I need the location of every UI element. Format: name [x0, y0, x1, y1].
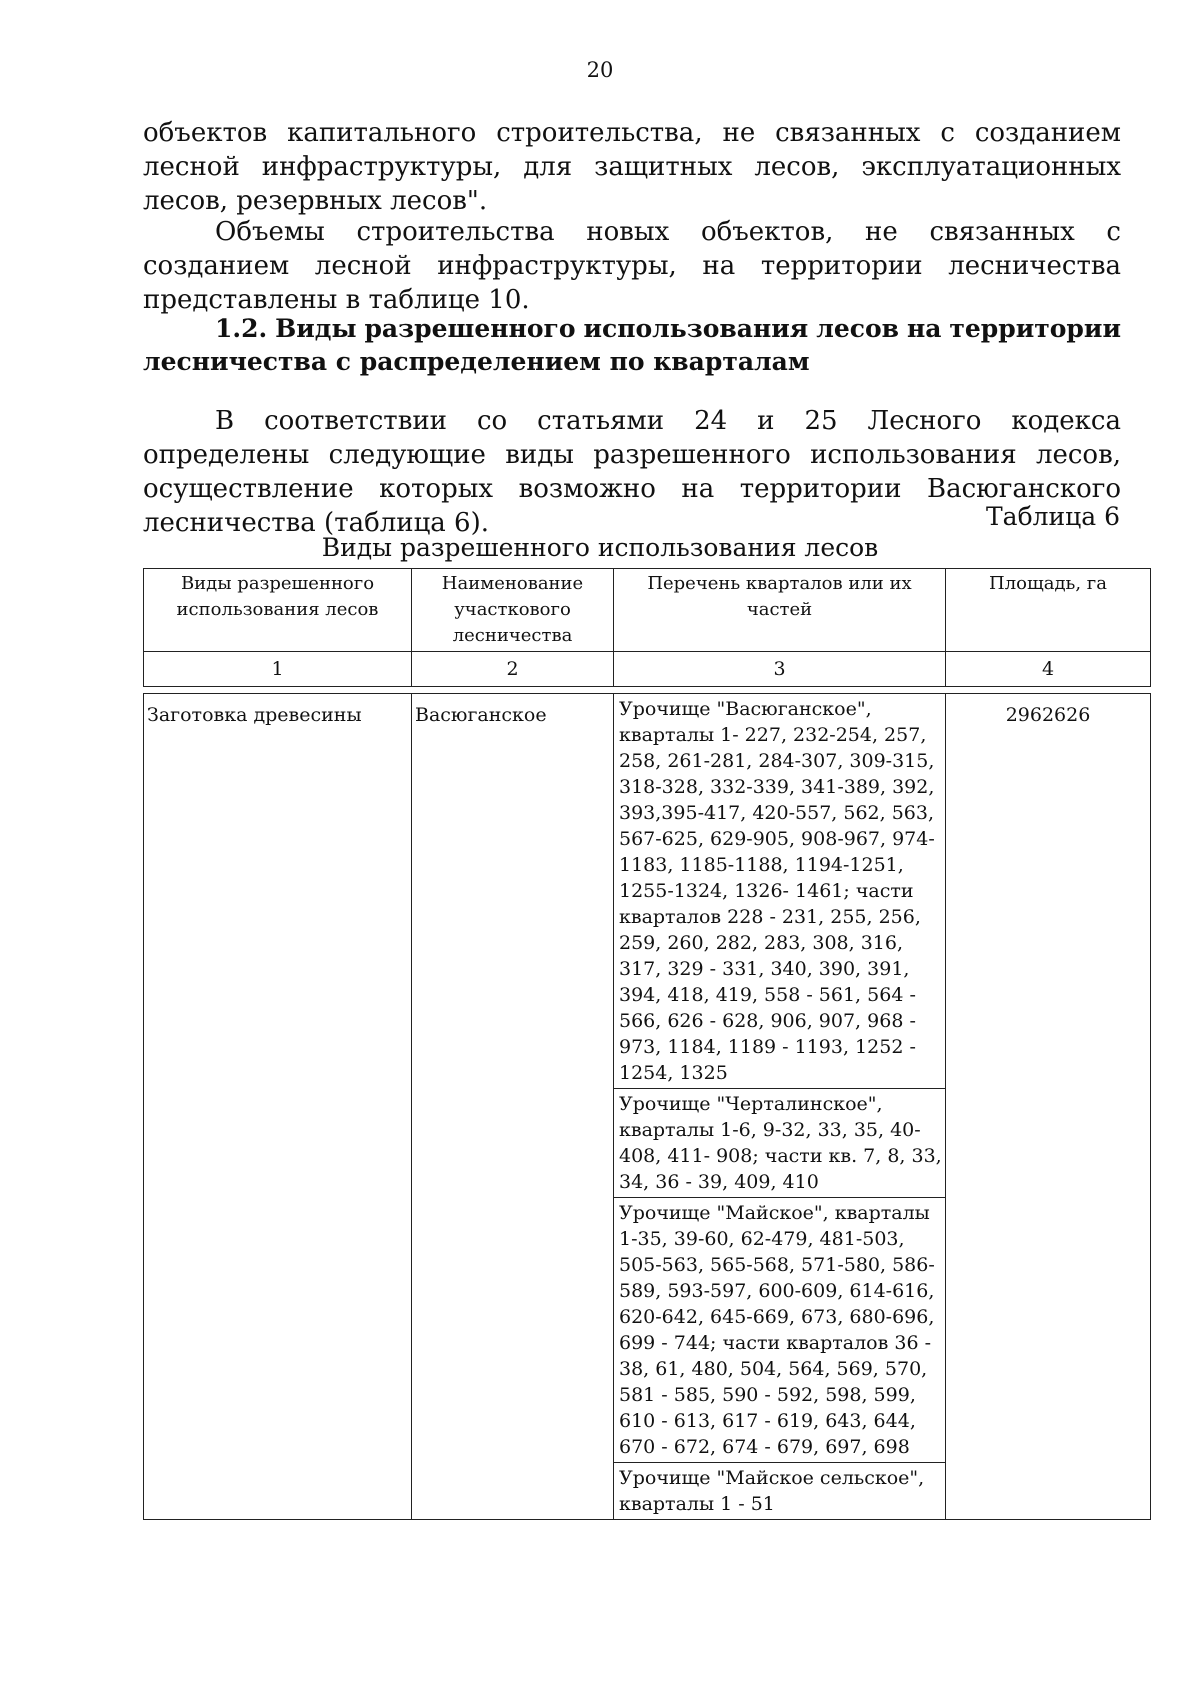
header-quarters: Перечень кварталов или их частей	[614, 569, 946, 652]
heading-word: Виды	[275, 314, 357, 343]
cell-forestry: Васюганское	[412, 694, 614, 1520]
column-number: 4	[946, 652, 1151, 687]
header-area: Площадь, га	[946, 569, 1151, 652]
column-number: 1	[144, 652, 412, 687]
heading-word: лесов	[816, 314, 900, 343]
section-number: 1.2.	[215, 314, 268, 343]
table-column-numbers-row	[144, 652, 1151, 687]
cell-quarters: Урочище "Черталинское", кварталы 1-6, 9-32, 33, 35, 40-408, 411- 908; части кв. 7, 8, 33, 34, 36 - 39, 409, 410	[614, 1089, 946, 1198]
cell-quarters: Урочище "Майское сельское", кварталы 1 - 51	[614, 1463, 946, 1520]
cell-quarters: Урочище "Васюганское", кварталы 1- 227, 232-254, 257, 258, 261-281, 284-307, 309-315, 318-328, 332-339, 341-389, 392, 393,395-417, 420-557, 562, 563, 567-625, 629-905, 908-967, 974-1183, 1185-1188, 1194-1251, 1255-1324, 1326- 1461; части кварталов 228 - 231, 255, 256, 259, 260, 282, 283, 308, 316, 317, 329 - 331, 340, 390, 391, 394, 418, 419, 558 - 561, 564 - 566, 626 - 628, 906, 907, 968 - 973, 1184, 1189 - 1193, 1252 - 1254, 1325	[614, 694, 946, 1089]
paragraph-continuation: объектов капитального строительства, не связанных с созданием лесной инфраструктуры, для защитных лесов, эксплуатационных лесов, резервных лесов".	[143, 118, 1121, 216]
page-number: 20	[586, 58, 614, 82]
cell-area: 2962626	[946, 694, 1151, 1520]
table-header-row	[144, 569, 1151, 652]
table-row	[144, 694, 1151, 1089]
paragraph-intro: В соответствии со статьями 24 и 25 Лесного кодекса определены следующие виды разрешенного использования лесов, осуществление которых возможно на территории Васюганского лесничества (таблица 6).	[143, 406, 1121, 538]
table-label: Таблица 6	[985, 502, 1120, 531]
heading-word: территории	[949, 314, 1121, 343]
table-spacer	[144, 687, 1151, 694]
heading-word: на	[906, 314, 942, 343]
cell-usage-type: Заготовка древесины	[144, 694, 412, 1520]
section-heading	[143, 312, 1121, 378]
header-usage-type: Виды разрешенного использования лесов	[144, 569, 412, 652]
cell-quarters: Урочище "Майское", кварталы 1-35, 39-60, 62-479, 481-503, 505-563, 565-568, 571-580, 586-589, 593-597, 600-609, 614-616, 620-642, 645-669, 673, 680-696, 699 - 744; части кварталов 36 - 38, 61, 480, 504, 564, 569, 570, 581 - 585, 590 - 592, 598, 599, 610 - 613, 617 - 619, 643, 644, 670 - 672, 674 - 679, 697, 698	[614, 1198, 946, 1463]
paragraph-volumes: Объемы строительства новых объектов, не связанных с созданием лесной инфраструктуры, на территории лесничества представлены в таблице 10.	[143, 217, 1121, 315]
section-heading-line2: лесничества с распределением по кварталам	[143, 347, 810, 376]
heading-word: разрешенного	[364, 314, 576, 343]
column-number: 3	[614, 652, 946, 687]
column-number: 2	[412, 652, 614, 687]
header-forestry: Наименование участкового лесничества	[412, 569, 614, 652]
table-title: Виды разрешенного использования лесов	[321, 533, 879, 562]
usage-table	[143, 568, 1151, 1520]
heading-word: использования	[583, 314, 809, 343]
